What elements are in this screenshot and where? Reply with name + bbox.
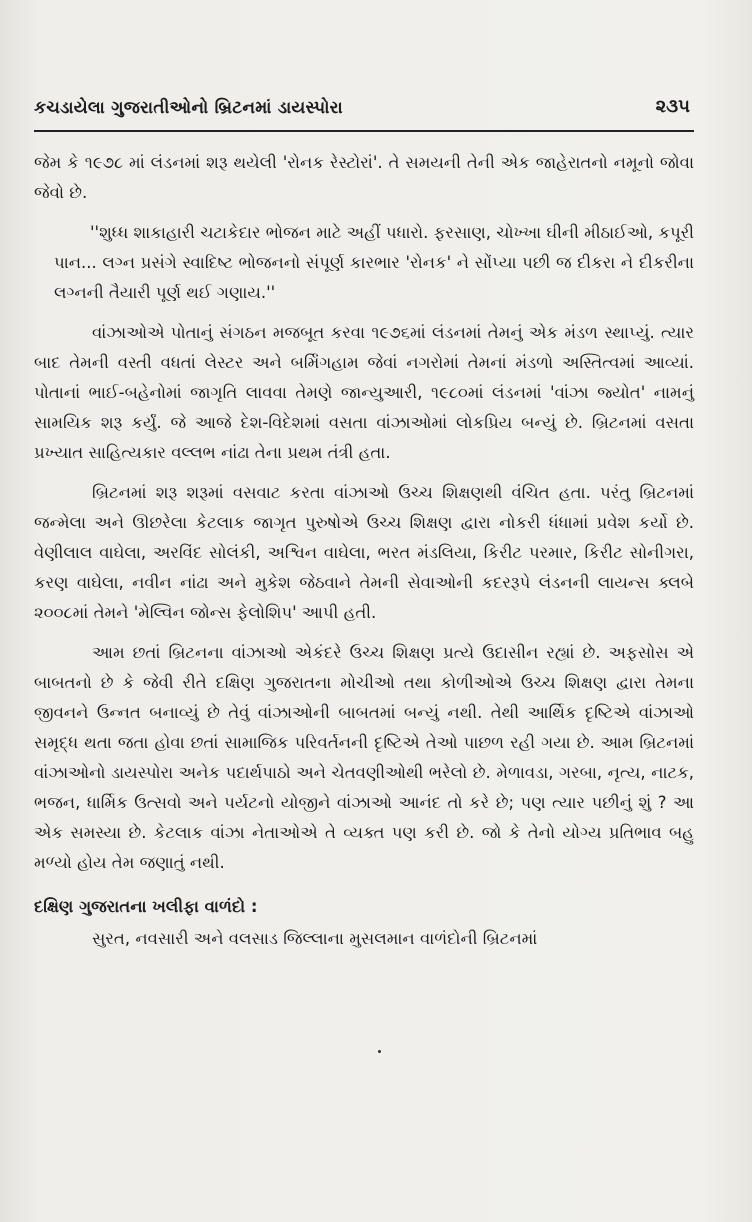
section-heading: દક્ષિણ ગુજરાતના ખલીફા વાળંદો : — [34, 897, 258, 916]
paragraph: બ્રિટનમાં શરૂ શરૂમાં વસવાટ કરતા વાંઝાઓ ઉચ્ચ શિક્ષણથી વંચિત હતા. પરંતુ બ્રિટનમાં જન્મેલા અને ઊછરેલા કેટલાક જાગૃત પુરુષોએ ઉચ્ચ શિક્ષણ દ્વારા નોકરી ધંધામાં પ્રવેશ કર્યો છે. વેણીલાલ વાઘેલા, અરવિંદ સોલંકી, અશ્વિન વાઘેલા, ભરત મંડલિયા, કિરીટ પરમાર, કિરીટ સોનીગરા, કરણ વાઘેલા, નવીન નાંઢા અને મુકેશ જેઠવાને તેમની સેવાઓની કદરરૂપે લંડનની લાયન્સ ક્લબે ૨૦૦૮માં તેમને 'મેલ્વિન જોન્સ ફેલોશિપ' આપી હતી. — [34, 483, 694, 622]
quote-paragraph: ''શુધ્ધ શાકાહારી ચટાકેદાર ભોજન માટે અહીં પધારો. ફરસાણ, ચોખ્ખા ઘીની મીઠાઈઓ, કપૂરી પાન... લગ્ન પ્રસંગે સ્વાદિષ્ટ ભોજનનો સંપૂર્ણ કારભાર 'રોનક' ને સોંપ્યા પછી જ દીકરા ને દીકરીના લગ્નની તૈયારી પૂર્ણ થઈ ગણાય.'' — [54, 223, 695, 302]
running-head: કચડાયેલા ગુજરાતીઓનો બ્રિટનમાં ડાયસ્પોરા — [34, 98, 343, 118]
page-header — [34, 92, 694, 132]
paragraph: વાંઝાઓએ પોતાનું સંગઠન મજબૂત કરવા ૧૯૭૬માં લંડનમાં તેમનું એક મંડળ સ્થાપ્યું. ત્યાર બાદ તેમની વસ્તી વધતાં લેસ્ટર અને બર્મિંગહામ જેવાં નગરોમાં તેમનાં મંડળો અસ્તિત્વમાં આવ્યાં. પોતાનાં ભાઈ-બહેનોમાં જાગૃતિ લાવવા તેમણે જાન્યુઆરી, ૧૯૮૦માં લંડનમાં 'વાંઝા જ્યોત' નામનું સામયિક શરૂ કર્યું. જે આજે દેશ-વિદેશમાં વસતા વાંઝાઓમાં લોકપ્રિય બન્યું છે. બ્રિટનમાં વસતા પ્રખ્યાત સાહિત્યકાર વલ્લભ નાંઢા તેના પ્રથમ તંત્રી હતા. — [34, 323, 694, 462]
paragraph: આમ છતાં બ્રિટનના વાંઝાઓ એકંદરે ઉચ્ચ શિક્ષણ પ્રત્યે ઉદાસીન રહ્યાં છે. અફસોસ એ બાબતનો છે કે જેવી રીતે દક્ષિણ ગુજરાતના મોચીઓ તથા કોળીઓએ ઉચ્ચ શિક્ષણ દ્વારા તેમના જીવનને ઉન્નત બનાવ્યું છે તેવું વાંઝાઓની બાબતમાં બન્યું નથી. તેથી આર્થિક દૃષ્ટિએ વાંઝાઓ સમૃદ્ધ થતા જતા હોવા છતાં સામાજિક પરિવર્તનની દૃષ્ટિએ તેઓ પાછળ રહી ગયા છે. આમ બ્રિટનમાં વાંઝાઓનો ડાયસ્પોરા અનેક પદાર્થપાઠો અને ચેતવણીઓથી ભરેલો છે. મેળાવડા, ગરબા, નૃત્ય, નાટક, ભજન, ધાર્મિક ઉત્સવો અને પર્યટનો યોજીને વાંઝાઓ આનંદ તો કરે છે; પણ ત્યાર પછીનું શું ? આ એક સમસ્યા છે. કેટલાક વાંઝા નેતાઓએ તે વ્યક્ત પણ કરી છે. જો કે તેનો યોગ્ય પ્રતિભાવ બહુ મળ્યો હોય તેમ જણાતું નથી. — [34, 643, 694, 872]
paragraph: સુરત, નવસારી અને વલસાડ જિલ્લાના મુસલમાન વાળંદોની બ્રિટનમાં — [92, 929, 538, 948]
paragraph: જેમ કે ૧૯૭૮ માં લંડનમાં શરૂ થયેલી 'રોનક રેસ્ટોરાં'. તે સમયની તેની એક જાહેરાતનો નમૂનો જોવા જેવો છે. — [34, 153, 694, 202]
body-text — [34, 148, 694, 964]
page-number: ૨૩૫ — [655, 96, 690, 117]
print-dot — [378, 1050, 381, 1053]
